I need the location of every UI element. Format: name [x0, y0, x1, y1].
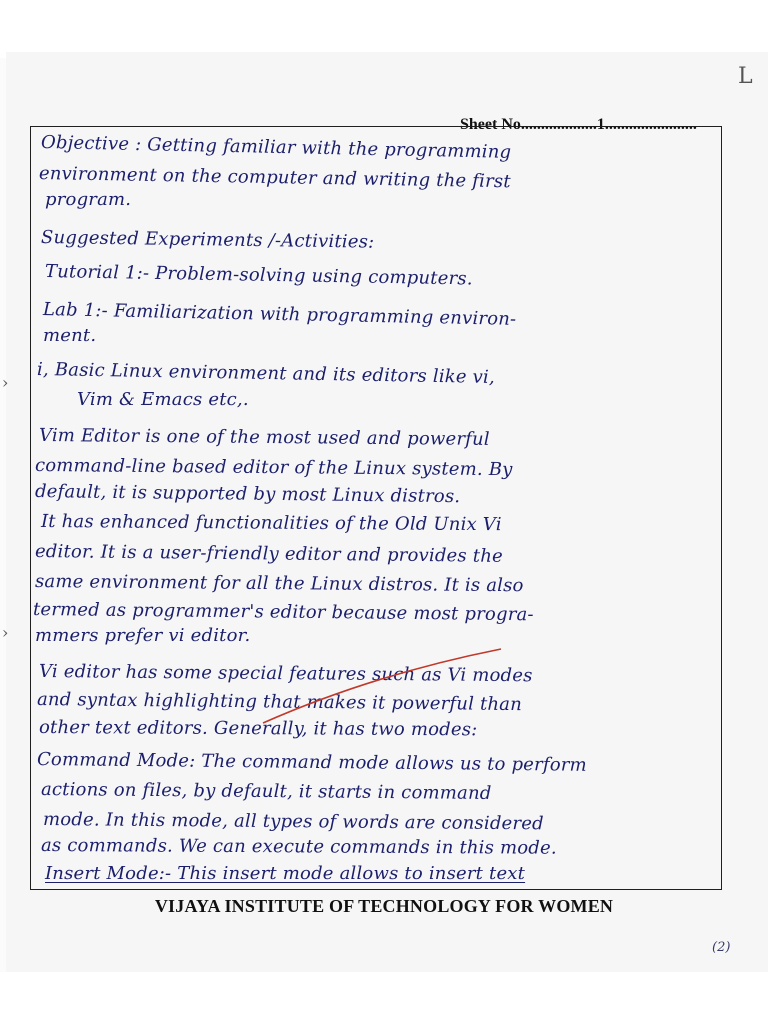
- text-line-18: Vi editor has some special features such as Vi modes: [38, 661, 533, 687]
- binding-hole-mark-upper: ›: [2, 373, 9, 392]
- text-line-16: termed as programmer's editor because most progra-: [32, 599, 534, 626]
- text-line-23: mode. In this mode, all types of words are considered: [42, 809, 544, 835]
- text-line-20: other text editors. Generally, it has two modes:: [38, 717, 478, 741]
- sheet-number-dots-left: ..................: [524, 116, 597, 133]
- binding-hole-mark-lower: ›: [2, 623, 9, 642]
- text-line-17: mmers prefer vi editor.: [35, 625, 251, 646]
- text-line-15: same environment for all the Linux distros. It is also: [34, 571, 524, 597]
- page-corner-annotation: (2): [712, 940, 731, 955]
- text-line-24: as commands. We can execute commands in this mode.: [40, 835, 557, 859]
- text-line-21: Command Mode: The command mode allows us to perform: [36, 749, 587, 776]
- text-line-4: Suggested Experiments /-Activities:: [40, 227, 375, 253]
- text-line-22: actions on files, by default, it starts in command: [40, 779, 492, 804]
- page-corner-mark: L: [738, 64, 753, 89]
- text-line-9: Vim & Emacs etc,.: [77, 389, 249, 410]
- scan-bottom-margin: [0, 972, 768, 1024]
- text-line-7: ment.: [43, 325, 97, 346]
- text-line-12: default, it is supported by most Linux distros.: [34, 481, 461, 508]
- text-line-13: It has enhanced functionalities of the Old Unix Vi: [40, 511, 502, 536]
- sheet-number-dots-right: .......................: [604, 116, 697, 133]
- text-line-8: i, Basic Linux environment and its editors like vi,: [36, 359, 496, 388]
- sheet-number-label: Sheet No.: [460, 116, 525, 133]
- institute-footer: VIJAYA INSTITUTE OF TECHNOLOGY FOR WOMEN: [154, 896, 614, 916]
- text-line-1: Objective : Getting familiar with the programming: [40, 132, 512, 163]
- text-line-10: Vim Editor is one of the most used and powerful: [38, 425, 490, 450]
- sheet-number-value: 1: [596, 116, 605, 133]
- text-line-6: Lab 1:- Familiarization with programming environ-: [42, 299, 517, 330]
- text-line-2: environment on the computer and writing the first: [38, 163, 511, 193]
- text-line-11: command-line based editor of the Linux system. By: [34, 455, 513, 481]
- text-line-5: Tutorial 1:- Problem-solving using computers.: [44, 261, 473, 290]
- text-line-3: program.: [45, 189, 132, 210]
- text-line-25: Insert Mode:- This insert mode allows to insert text: [45, 863, 526, 884]
- page-border-frame: [30, 126, 722, 890]
- text-line-14: editor. It is a user-friendly editor and provides the: [34, 541, 504, 567]
- text-line-19: and syntax highlighting that makes it powerful than: [36, 689, 523, 716]
- scan-top-margin: [0, 0, 768, 58]
